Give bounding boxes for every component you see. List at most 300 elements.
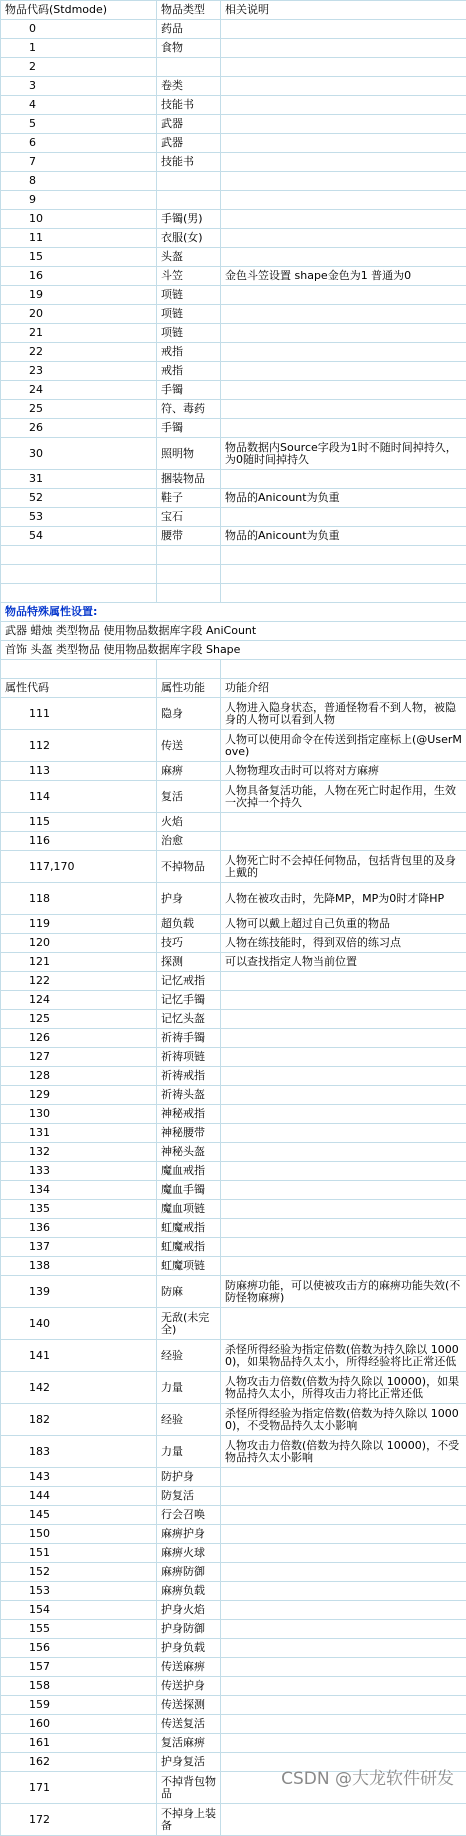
item-row [1, 229, 466, 248]
attr-row [1, 972, 466, 991]
item-code: 19 [1, 286, 157, 305]
attr-row [1, 832, 466, 851]
item-row [1, 527, 466, 546]
item-type: 手镯(男) [157, 210, 221, 229]
item-type: 鞋子 [157, 489, 221, 508]
item-row [1, 96, 466, 115]
attr-code: 112 [1, 730, 157, 762]
item-code: 0 [1, 20, 157, 39]
item-row [1, 115, 466, 134]
attr-code: 125 [1, 1010, 157, 1029]
attr-row [1, 1487, 466, 1506]
item-desc [221, 210, 466, 229]
attr-func: 防复活 [157, 1487, 221, 1506]
attr-func: 护身防御 [157, 1620, 221, 1639]
attr-code: 119 [1, 915, 157, 934]
item-code: 21 [1, 324, 157, 343]
attr-code: 135 [1, 1200, 157, 1219]
special-line: 武器 蜡烛 类型物品 使用物品数据库字段 AniCount [1, 622, 466, 641]
item-code: 9 [1, 191, 157, 210]
attr-desc [221, 1696, 466, 1715]
item-desc [221, 96, 466, 115]
attr-row [1, 1257, 466, 1276]
item-row [1, 508, 466, 527]
item-type: 戒指 [157, 343, 221, 362]
blank-cell [1, 584, 157, 603]
attr-desc: 人物可以戴上超过自己负重的物品 [221, 915, 466, 934]
attr-row [1, 1436, 466, 1468]
item-type: 宝石 [157, 508, 221, 527]
attr-row [1, 1308, 466, 1340]
attr-code: 160 [1, 1715, 157, 1734]
attr-row [1, 1029, 466, 1048]
attr-desc: 可以查找指定人物当前位置 [221, 953, 466, 972]
attr-desc [221, 1105, 466, 1124]
item-row [1, 324, 466, 343]
attr-code: 158 [1, 1677, 157, 1696]
attr-row [1, 1620, 466, 1639]
item-type: 腰带 [157, 527, 221, 546]
attr-code: 127 [1, 1048, 157, 1067]
item-type: 卷类 [157, 77, 221, 96]
attr-func: 防麻 [157, 1276, 221, 1308]
attr-desc [221, 1029, 466, 1048]
attr-row [1, 1048, 466, 1067]
item-desc [221, 400, 466, 419]
attr-code: 145 [1, 1506, 157, 1525]
watermark: CSDN @大龙软件研发 [281, 1764, 454, 1789]
attr-code: 139 [1, 1276, 157, 1308]
attr-func: 祈祷戒指 [157, 1067, 221, 1086]
item-row [1, 39, 466, 58]
attr-code: 144 [1, 1487, 157, 1506]
attr-code: 154 [1, 1601, 157, 1620]
attr-func: 虹魔项链 [157, 1257, 221, 1276]
attr-func: 复活麻痹 [157, 1734, 221, 1753]
item-code: 22 [1, 343, 157, 362]
attr-func: 护身复活 [157, 1753, 221, 1772]
item-code: 6 [1, 134, 157, 153]
item-desc [221, 153, 466, 172]
attr-row [1, 1544, 466, 1563]
attr-desc [221, 1525, 466, 1544]
attr-code: 157 [1, 1658, 157, 1677]
attr-code: 132 [1, 1143, 157, 1162]
attr-code: 111 [1, 698, 157, 730]
blank-cell [1, 546, 157, 565]
item-code: 1 [1, 39, 157, 58]
attr-code: 150 [1, 1525, 157, 1544]
attr-row [1, 1582, 466, 1601]
item-row [1, 58, 466, 77]
attr-desc: 人物死亡时不会掉任何物品，包括背包里的及身上戴的 [221, 851, 466, 883]
attr-row [1, 1658, 466, 1677]
attr-code: 141 [1, 1340, 157, 1372]
item-type: 手镯 [157, 419, 221, 438]
item-row [1, 210, 466, 229]
special-title: 物品特殊属性设置: [1, 603, 466, 622]
attr-row [1, 1696, 466, 1715]
item-desc [221, 229, 466, 248]
attr-desc [221, 1257, 466, 1276]
item-desc [221, 381, 466, 400]
item-row [1, 343, 466, 362]
attr-func: 祈祷项链 [157, 1048, 221, 1067]
header-type: 物品类型 [157, 1, 221, 20]
item-row [1, 248, 466, 267]
attr-header-row [1, 679, 466, 698]
attr-func: 护身火焰 [157, 1601, 221, 1620]
attr-row [1, 1601, 466, 1620]
item-code: 7 [1, 153, 157, 172]
attr-row [1, 1804, 466, 1836]
attr-code: 171 [1, 1772, 157, 1804]
attr-func: 技巧 [157, 934, 221, 953]
item-row [1, 438, 466, 470]
attr-desc [221, 972, 466, 991]
attr-func: 麻痹护身 [157, 1525, 221, 1544]
attr-desc: 杀怪所得经验为指定倍数(倍数为持久除以 10000)，如果物品持久太小，所得经验将比正常还低 [221, 1340, 466, 1372]
item-desc: 物品数据内Source字段为1时不随时间掉持久，为0随时间掉持久 [221, 438, 466, 470]
item-code: 5 [1, 115, 157, 134]
attr-row [1, 1372, 466, 1404]
blank-cell [221, 660, 466, 679]
attr-code: 172 [1, 1804, 157, 1836]
item-row [1, 362, 466, 381]
attr-code: 120 [1, 934, 157, 953]
attr-func: 不掉背包物品 [157, 1772, 221, 1804]
item-type [157, 191, 221, 210]
item-desc [221, 324, 466, 343]
attr-func: 神秘头盔 [157, 1143, 221, 1162]
attr-row [1, 1105, 466, 1124]
attr-row [1, 915, 466, 934]
attr-desc [221, 1067, 466, 1086]
blank-row [1, 584, 466, 603]
attr-desc [221, 832, 466, 851]
item-type: 戒指 [157, 362, 221, 381]
attr-row [1, 781, 466, 813]
attr-desc [221, 1308, 466, 1340]
item-code: 15 [1, 248, 157, 267]
attr-func: 行会召唤 [157, 1506, 221, 1525]
item-code: 4 [1, 96, 157, 115]
blank-cell [221, 584, 466, 603]
attr-row [1, 1181, 466, 1200]
attr-func: 力量 [157, 1436, 221, 1468]
attr-desc [221, 1506, 466, 1525]
attr-func: 麻痹负载 [157, 1582, 221, 1601]
attr-func: 传送复活 [157, 1715, 221, 1734]
item-row [1, 489, 466, 508]
attr-row [1, 1563, 466, 1582]
item-code: 11 [1, 229, 157, 248]
attr-desc [221, 1162, 466, 1181]
attr-row [1, 851, 466, 883]
attr-row [1, 1010, 466, 1029]
attr-func: 防护身 [157, 1468, 221, 1487]
attr-desc: 杀怪所得经验为指定倍数(倍数为持久除以 10000)，不受物品持久太小影响 [221, 1404, 466, 1436]
blank-cell [1, 565, 157, 584]
attr-desc: 人物可以使用命令在传送到指定座标上(@UserMove) [221, 730, 466, 762]
attr-code: 155 [1, 1620, 157, 1639]
item-row [1, 381, 466, 400]
attr-code: 183 [1, 1436, 157, 1468]
special-line-row [1, 622, 466, 641]
attr-code: 159 [1, 1696, 157, 1715]
attr-desc: 防麻痹功能，可以使被攻击方的麻痹功能失效(不防怪物麻痹) [221, 1276, 466, 1308]
special-title-row [1, 603, 466, 622]
attr-row [1, 1715, 466, 1734]
item-desc [221, 508, 466, 527]
item-code: 24 [1, 381, 157, 400]
item-code: 20 [1, 305, 157, 324]
attr-code: 113 [1, 762, 157, 781]
blank-cell [157, 546, 221, 565]
attr-desc: 人物进入隐身状态，普通怪物看不到人物，被隐身的人物可以看到人物 [221, 698, 466, 730]
attr-row [1, 1404, 466, 1436]
attr-func: 虹魔戒指 [157, 1238, 221, 1257]
item-type: 项链 [157, 305, 221, 324]
attr-desc [221, 1086, 466, 1105]
blank-cell [157, 565, 221, 584]
item-desc: 金色斗笠设置 shape金色为1 普通为0 [221, 267, 466, 286]
item-row [1, 400, 466, 419]
attr-func: 护身负载 [157, 1639, 221, 1658]
attr-code: 140 [1, 1308, 157, 1340]
attr-func: 经验 [157, 1404, 221, 1436]
item-type: 技能书 [157, 153, 221, 172]
attr-row [1, 1639, 466, 1658]
attr-code: 128 [1, 1067, 157, 1086]
attr-func: 超负载 [157, 915, 221, 934]
attr-func: 魔血项链 [157, 1200, 221, 1219]
item-code: 53 [1, 508, 157, 527]
attr-code: 151 [1, 1544, 157, 1563]
item-type: 斗笠 [157, 267, 221, 286]
blank-cell [157, 584, 221, 603]
item-type: 符、毒药 [157, 400, 221, 419]
attr-desc: 人物具备复活功能，人物在死亡时起作用，生效一次掉一个持久 [221, 781, 466, 813]
attr-row [1, 1506, 466, 1525]
attr-func: 传送探测 [157, 1696, 221, 1715]
attr-func: 记忆头盔 [157, 1010, 221, 1029]
attr-func: 麻痹 [157, 762, 221, 781]
attr-desc [221, 1487, 466, 1506]
attr-row [1, 934, 466, 953]
attr-desc [221, 1544, 466, 1563]
header-desc: 相关说明 [221, 1, 466, 20]
attr-code: 116 [1, 832, 157, 851]
attr-desc [221, 1601, 466, 1620]
attr-func: 魔血戒指 [157, 1162, 221, 1181]
blank-cell [1, 660, 157, 679]
attr-code: 152 [1, 1563, 157, 1582]
attr-code: 143 [1, 1468, 157, 1487]
attr-row [1, 1162, 466, 1181]
attr-func: 神秘戒指 [157, 1105, 221, 1124]
item-code: 52 [1, 489, 157, 508]
attr-func: 护身 [157, 883, 221, 915]
item-code: 31 [1, 470, 157, 489]
attr-code: 130 [1, 1105, 157, 1124]
attr-desc [221, 1639, 466, 1658]
item-desc [221, 134, 466, 153]
attr-row [1, 1677, 466, 1696]
item-code: 25 [1, 400, 157, 419]
attr-func: 探测 [157, 953, 221, 972]
item-table-body [1, 1, 466, 1836]
attr-desc [221, 1658, 466, 1677]
attr-row [1, 1219, 466, 1238]
attr-code: 161 [1, 1734, 157, 1753]
attr-func: 无敌(未完全) [157, 1308, 221, 1340]
attr-desc [221, 1238, 466, 1257]
attr-row [1, 1734, 466, 1753]
attr-row [1, 698, 466, 730]
attr-row [1, 1276, 466, 1308]
special-line: 首饰 头盔 类型物品 使用物品数据库字段 Shape [1, 641, 466, 660]
attr-func: 火焰 [157, 813, 221, 832]
attr-code: 162 [1, 1753, 157, 1772]
blank-row [1, 546, 466, 565]
attr-func: 麻痹火球 [157, 1544, 221, 1563]
attr-desc: 人物在被攻击时，先降MP，MP为0时才降HP [221, 883, 466, 915]
item-type: 武器 [157, 134, 221, 153]
item-desc: 物品的Anicount为负重 [221, 489, 466, 508]
item-type: 项链 [157, 286, 221, 305]
attr-func: 复活 [157, 781, 221, 813]
attr-code: 137 [1, 1238, 157, 1257]
header-row [1, 1, 466, 20]
attr-desc [221, 1200, 466, 1219]
attr-code: 126 [1, 1029, 157, 1048]
attr-row [1, 991, 466, 1010]
item-code: 3 [1, 77, 157, 96]
blank-cell [221, 565, 466, 584]
blank-row [1, 565, 466, 584]
attr-row [1, 953, 466, 972]
attr-func: 隐身 [157, 698, 221, 730]
attr-code: 138 [1, 1257, 157, 1276]
attr-header-func: 属性功能 [157, 679, 221, 698]
blank-cell [157, 660, 221, 679]
item-type: 武器 [157, 115, 221, 134]
item-type [157, 172, 221, 191]
attr-func: 虹魔戒指 [157, 1219, 221, 1238]
attr-desc [221, 1582, 466, 1601]
attr-func: 传送麻痹 [157, 1658, 221, 1677]
attr-code: 115 [1, 813, 157, 832]
attr-code: 129 [1, 1086, 157, 1105]
item-code: 2 [1, 58, 157, 77]
blank-cell [221, 546, 466, 565]
item-desc [221, 248, 466, 267]
item-row [1, 470, 466, 489]
item-type: 捆装物品 [157, 470, 221, 489]
attr-func: 麻痹防御 [157, 1563, 221, 1582]
item-code: 8 [1, 172, 157, 191]
attr-row [1, 730, 466, 762]
attr-code: 121 [1, 953, 157, 972]
attr-code: 131 [1, 1124, 157, 1143]
attr-desc [221, 991, 466, 1010]
item-row [1, 419, 466, 438]
item-type: 照明物 [157, 438, 221, 470]
attr-func: 不掉物品 [157, 851, 221, 883]
attr-code: 122 [1, 972, 157, 991]
attr-func: 力量 [157, 1372, 221, 1404]
item-type: 药品 [157, 20, 221, 39]
item-row [1, 191, 466, 210]
attr-row [1, 1200, 466, 1219]
item-row [1, 286, 466, 305]
attr-desc: 人物在练技能时，得到双倍的练习点 [221, 934, 466, 953]
item-desc [221, 305, 466, 324]
attr-code: 124 [1, 991, 157, 1010]
item-desc: 物品的Anicount为负重 [221, 527, 466, 546]
attr-row [1, 1340, 466, 1372]
attr-func: 祈祷头盔 [157, 1086, 221, 1105]
item-row [1, 172, 466, 191]
attr-desc [221, 1677, 466, 1696]
item-desc [221, 39, 466, 58]
item-desc [221, 362, 466, 381]
attr-desc [221, 1181, 466, 1200]
item-row [1, 153, 466, 172]
item-code: 16 [1, 267, 157, 286]
blank-row [1, 660, 466, 679]
attr-code: 118 [1, 883, 157, 915]
attr-func: 不掉身上装备 [157, 1804, 221, 1836]
item-desc [221, 419, 466, 438]
item-desc [221, 191, 466, 210]
attr-desc [221, 1010, 466, 1029]
attr-header-desc: 功能介绍 [221, 679, 466, 698]
item-type: 项链 [157, 324, 221, 343]
attr-desc [221, 1219, 466, 1238]
item-desc [221, 58, 466, 77]
attr-code: 134 [1, 1181, 157, 1200]
special-line-row [1, 641, 466, 660]
attr-desc: 人物攻击力倍数(倍数为持久除以 10000)，如果物品持久太小，所得攻击力将比正常还低 [221, 1372, 466, 1404]
attr-desc [221, 1734, 466, 1753]
item-code: 10 [1, 210, 157, 229]
item-type: 衣服(女) [157, 229, 221, 248]
item-row [1, 77, 466, 96]
item-desc [221, 77, 466, 96]
item-row [1, 20, 466, 39]
attr-row [1, 762, 466, 781]
attr-code: 182 [1, 1404, 157, 1436]
attr-func: 传送护身 [157, 1677, 221, 1696]
item-desc [221, 343, 466, 362]
attr-code: 156 [1, 1639, 157, 1658]
attr-func: 魔血手镯 [157, 1181, 221, 1200]
item-type: 技能书 [157, 96, 221, 115]
attr-code: 117,170 [1, 851, 157, 883]
attr-desc: 人物攻击力倍数(倍数为持久除以 10000)，不受物品持久太小影响 [221, 1436, 466, 1468]
attr-code: 133 [1, 1162, 157, 1181]
item-type: 头盔 [157, 248, 221, 267]
attr-func: 记忆手镯 [157, 991, 221, 1010]
item-code: 23 [1, 362, 157, 381]
item-row [1, 267, 466, 286]
item-desc [221, 286, 466, 305]
attr-func: 传送 [157, 730, 221, 762]
attr-func: 神秘腰带 [157, 1124, 221, 1143]
attr-row [1, 1468, 466, 1487]
